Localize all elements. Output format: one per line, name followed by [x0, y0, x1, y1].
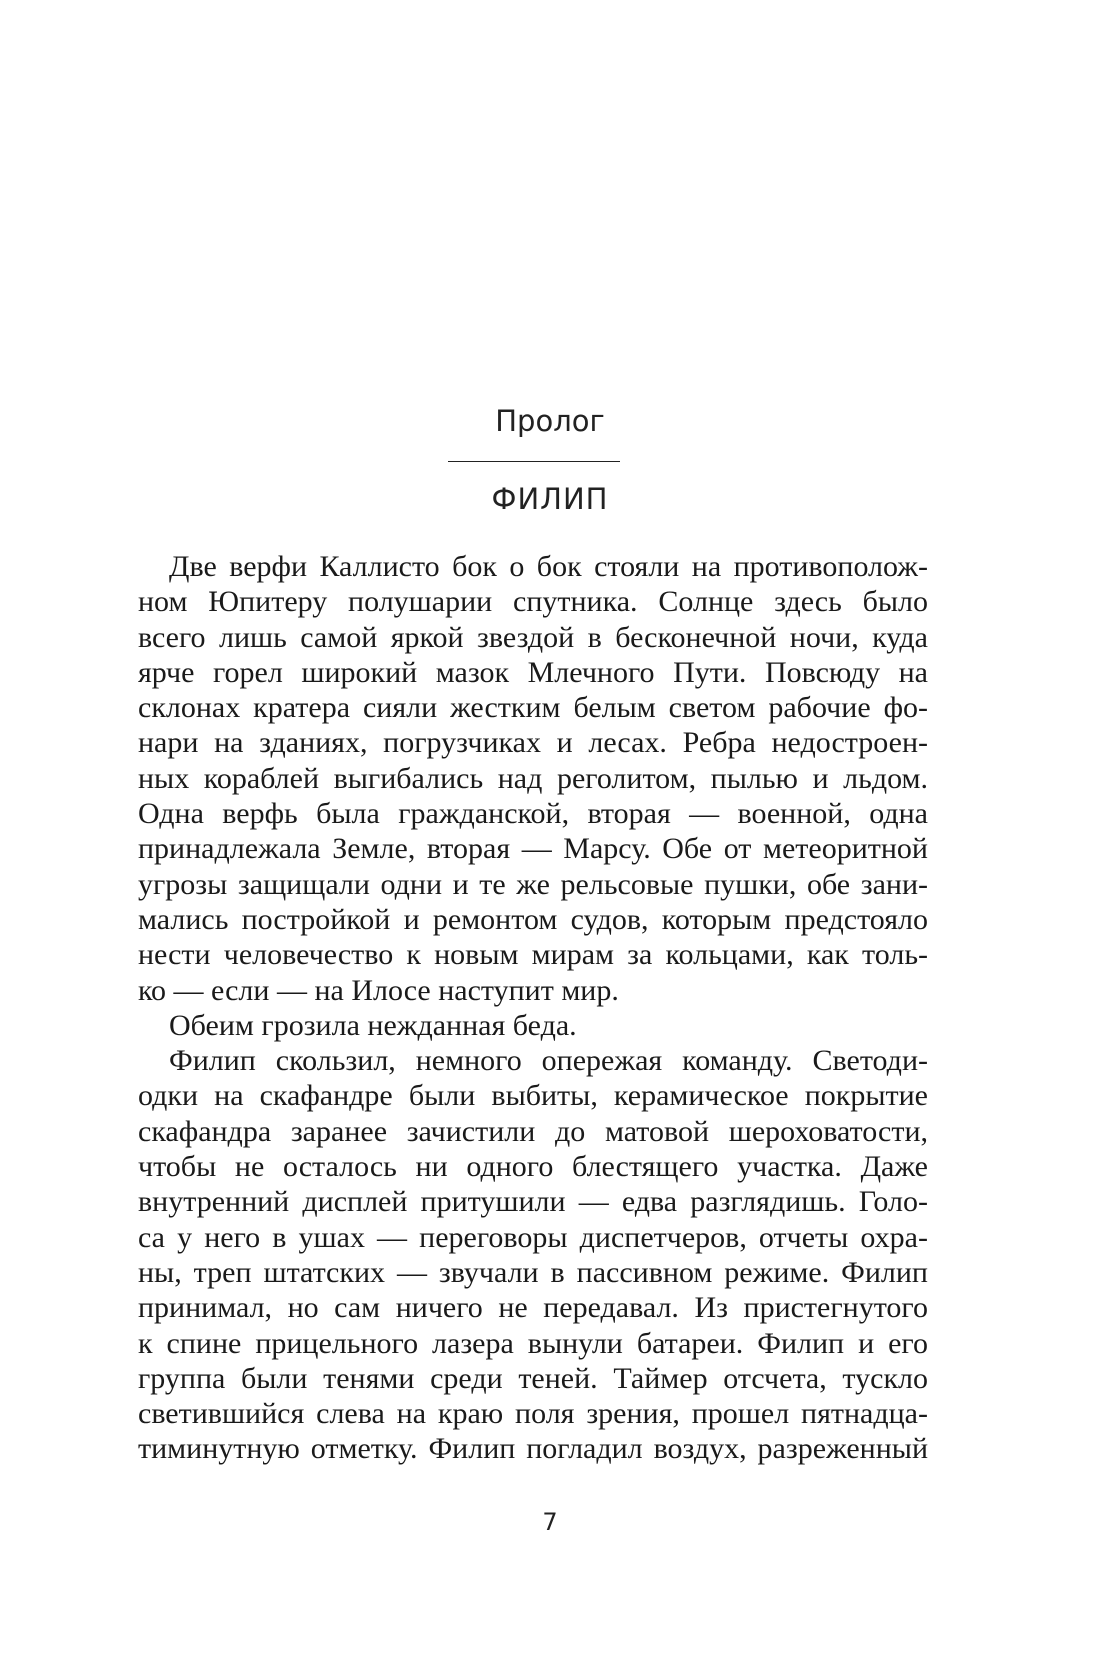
chapter-title: ФИЛИП	[491, 482, 609, 516]
text-line: группа были тенями среди теней. Таймер отсчета, тускло	[138, 1361, 928, 1395]
text-line: Филип скользил, немного опережая команду. Светоди-	[169, 1044, 928, 1078]
text-line: Одна верфь была гражданской, вторая — военной, одна	[138, 797, 928, 831]
text-line: склонах кратера сияли жестким белым светом рабочие фо-	[138, 691, 928, 725]
text-line: принимал, но сам ничего не передавал. Из пристегнутого	[138, 1291, 928, 1325]
body-text	[138, 549, 928, 1467]
text-line: Обеим грозила нежданная беда.	[169, 1008, 577, 1042]
text-line: чтобы не осталось ни одного блестящего участка. Даже	[138, 1150, 928, 1184]
text-line: ном Юпитеру полушарии спутника. Солнце здесь было	[138, 585, 928, 619]
text-line: светившийся слева на краю поля зрения, прошел пятнадца-	[138, 1397, 928, 1431]
page-number: 7	[542, 1508, 558, 1536]
text-line: внутренний дисплей притушили — едва разглядишь. Голо-	[138, 1185, 928, 1219]
text-line: угрозы защищали одни и те же рельсовые пушки, обе зани-	[138, 867, 928, 901]
text-line: всего лишь самой яркой звездой в бесконечной ночи, куда	[138, 620, 928, 654]
text-line: ко — если — на Илосе наступит мир.	[138, 973, 619, 1007]
text-line: са у него в ушах — переговоры диспетчеров, отчеты охра-	[138, 1220, 928, 1254]
text-line: к спине прицельного лазера вынули батареи. Филип и его	[138, 1326, 928, 1360]
text-line: скафандра заранее зачистили до матовой шероховатости,	[138, 1114, 928, 1148]
text-line: нари на зданиях, погрузчиках и лесах. Ребра недостроен-	[138, 726, 928, 760]
text-line: тиминутную отметку. Филип погладил воздух, разреженный	[138, 1432, 928, 1466]
text-line: принадлежала Земле, вторая — Марсу. Обе от метеоритной	[138, 832, 928, 866]
text-line: мались постройкой и ремонтом судов, которым предстояло	[138, 902, 928, 936]
chapter-divider	[448, 461, 620, 462]
text-line: ны, треп штатских — звучали в пассивном режиме. Филип	[138, 1255, 928, 1289]
text-line: ярче горел широкий мазок Млечного Пути. Повсюду на	[138, 655, 928, 689]
text-line: ных кораблей выгибались над реголитом, пылью и льдом.	[138, 761, 928, 795]
text-line: Две верфи Каллисто бок о бок стояли на противополож-	[169, 550, 928, 583]
text-line: нести человечество к новым мирам за кольцами, как толь-	[138, 938, 928, 972]
text-line: одки на скафандре были выбиты, керамическое покрытие	[138, 1079, 928, 1113]
chapter-label: Пролог	[495, 404, 605, 438]
